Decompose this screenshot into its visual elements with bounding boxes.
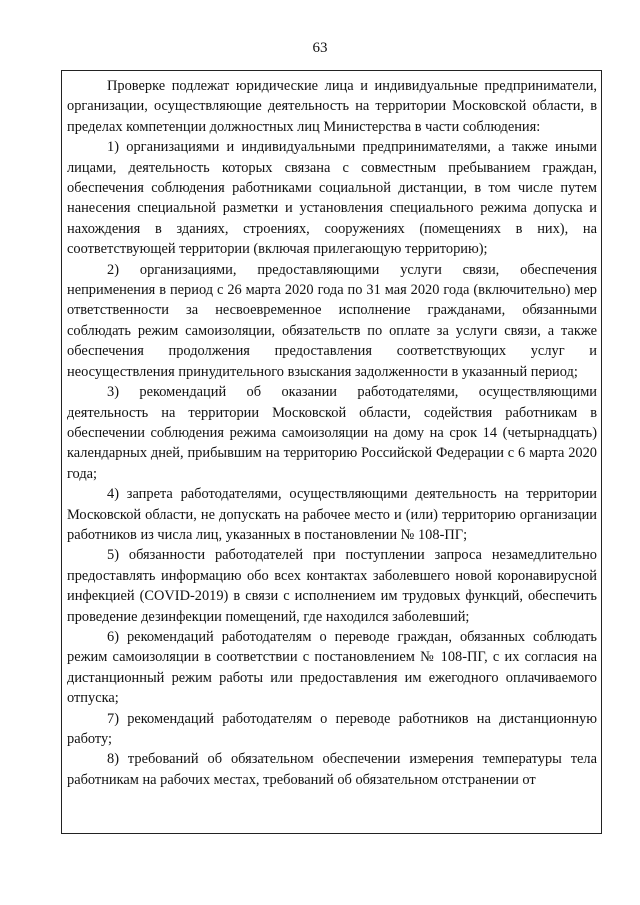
page-number: 63	[312, 40, 328, 56]
paragraph-item-6: 6) рекомендаций работодателям о переводе граждан, обязанных соблюдать режим самоизоляции в соответствии с постановлением № 108-ПГ, с их согласия на дистанционный режим работы или предоставления им ежегодного оплачиваемого отпуска;	[67, 628, 597, 707]
paragraph-item-2: 2) организациями, предоставляющими услуги связи, обеспечения неприменения в период с 26 марта 2020 года по 31 мая 2020 года (включительно) мер ответственности за несвоевременное исполнение гражданами, обязанными соблюдать режим самоизоляции, обязательств по оплате за услуги связи, а также обеспечения продолжения предоставления соответствующих услуг и неосуществления принудительного взыскания задолженности в указанный период;	[67, 261, 597, 380]
paragraph-item-5: 5) обязанности работодателей при поступлении запроса незамедлительно предоставлять информацию обо всех контактах заболевшего новой коронавирусной инфекцией (COVID-2019) в связи с исполнением им трудовых функций, обеспечить проведение дезинфекции помещений, где находился заболевший;	[67, 547, 597, 625]
paragraph-item-1: 1) организациями и индивидуальными предпринимателями, а также иными лицами, деятельность которых связана с совместным пребыванием граждан, обеспечения соблюдения работниками социальной дистанции, в том числе путем нанесения специальной разметки и установления специального режима допуска и нахождения в зданиях, строениях, сооружениях (помещениях в них), на соответствующей территории (включая прилегающую территорию);	[67, 139, 597, 258]
paragraph-intro: Проверке подлежат юридические лица и индивидуальные предприниматели, организации, осуществляющие деятельность на территории Московской области, в пределах компетенции должностных лиц Министерства в части соблюдения:	[67, 78, 597, 135]
paragraph-item-8: 8) требований об обязательном обеспечении измерения температуры тела работникам на рабочих местах, требований об обязательном отстранении от	[67, 751, 597, 788]
document-text-frame	[61, 70, 602, 834]
paragraph-item-7: 7) рекомендаций работодателям о переводе работников на дистанционную работу;	[67, 710, 597, 747]
paragraph-item-4: 4) запрета работодателями, осуществляющими деятельность на территории Московской области, не допускать на рабочее место и (или) территорию организации работников из числа лиц, указанных в постановлении № 108-ПГ;	[67, 486, 597, 543]
paragraph-item-3: 3) рекомендаций об оказании работодателями, осуществляющими деятельность на территории Московской области, содействия работникам в обеспечении соблюдения режима самоизоляции на дому на срок 14 (четырнадцать) календарных дней, прибывшим на территорию Российской Федерации с 6 марта 2020 года;	[67, 384, 597, 482]
